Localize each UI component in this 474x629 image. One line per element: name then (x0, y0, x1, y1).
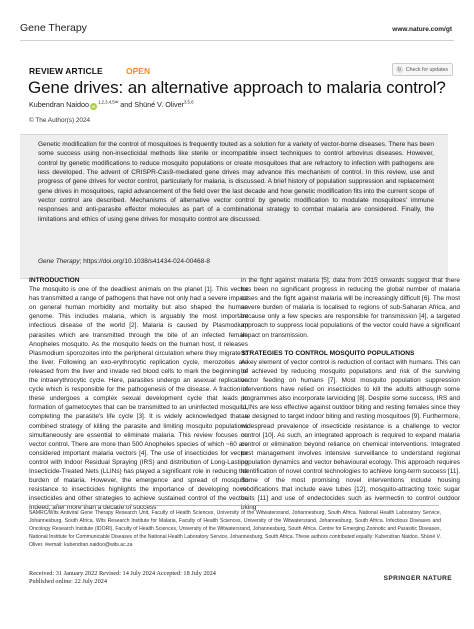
check-updates-label: Check for updates (405, 66, 448, 73)
received-dates: Received: 31 January 2022 Revised: 14 July 2024 Accepted: 18 July 2024 (29, 570, 216, 577)
refresh-icon: ↻ (397, 66, 402, 73)
article-citation (38, 258, 210, 265)
author-name[interactable]: Kubendran Naidoo (29, 100, 89, 109)
author-list (29, 100, 194, 110)
affiliations-footnote: SAMRC/Wits Antiviral Gene Therapy Research Unit, Faculty of Health Sciences, University of the Witwatersrand, Johannesburg, South Africa. National Health Laboratory Service, Johannesburg, South Africa. Wits Research Institute for Malaria, Faculty of Health Sciences, University of the Witwatersrand, Johannesburg, South Africa. Infectious Diseases and Oncology Research Institute (IDORI), Faculty of Health Sciences, University of the Witwatersrand, Johannesburg, South Africa. Centre for Emerging Zoonotic and Parasitic Diseases, National Institute for Communicable Diseases of the National Health Laboratory Service, Johannesburg, South Africa. These authors contributed equally: Kubendran Naidoo, Shüné V. Oliver. ✉email: kubendran.naidoo@wits.ac.za (29, 510, 441, 549)
orcid-icon[interactable]: iD (91, 104, 96, 109)
section-heading-introduction: INTRODUCTION (29, 277, 80, 284)
article-title: Gene drives: an alternative approach to malaria control? (28, 78, 446, 97)
copyright-notice: © The Author(s) 2024 (29, 117, 91, 124)
open-access-label: OPEN (126, 66, 151, 76)
abstract-text: Genetic modification for the control of mosquitoes is frequently touted as a solution for a variety of vector-borne diseases. There has been some success using non-insecticidal methods like sterile or incompatible insect techniques to control arbovirus diseases. However, control by genetic modifications to reduce mosquito populations or create mosquitoes that are refractory to infection with pathogens are less developed. The advent of CRISPR-Cas9-mediated gene drives may advance this mechanism of control. In this review, use and progress of gene drives for vector control, particularly for malaria, is discussed. A brief history of population suppression and replacement gene drives in mosquitoes, rapid advancement of the field over the last decade and how genetic modification fits into the current scope of vector control are described. Mechanisms of alternative vector control by genetic modification to modulate mosquitoes' immune responses and anti-parasite effector molecules as part of a combinational strategy to combat malaria are considered. Finally, the limitations and ethics of using gene drives for mosquito control are discussed. (38, 141, 434, 223)
article-type: REVIEW ARTICLE (29, 66, 103, 76)
author-conjunction: and (118, 100, 135, 109)
footnote-divider (29, 505, 439, 506)
journal-url[interactable]: www.nature.com/gt (392, 26, 452, 33)
paragraph-spacer (241, 340, 460, 349)
author-affiliations: 1,2,3,4,5✉ (97, 99, 119, 105)
section-heading-strategies: STRATEGIES TO CONTROL MOSQUITO POPULATIONS (241, 349, 415, 357)
journal-name: Gene Therapy (20, 22, 87, 34)
header-divider (20, 40, 454, 41)
citation-journal: Gene Therapy (38, 258, 80, 265)
check-for-updates-button[interactable] (392, 63, 453, 76)
body-paragraph: A key element of vector control is reduction of contact with humans. This can be achieved by reducing mosquito populations and risk of the surviving vector feeding on humans [7]. Most mosquito population suppression interventions have relied on insecticides to kill the adults although some programmes also incorporate larviciding [8]. Despite some success, IRS and LLINs are less effective against outdoor biting and resting females since they are designed to target indoor biting and resting mosquitoes [9]. Furthermore, widespread prevalence of insecticide resistance is a challenge to vector control [10]. As such, an integrated approach is required to expand malaria control or elimination beyond reliance on chemical interventions. Integrated pest management involves intensive surveillance to understand regional population dynamics and vector behavioural ecology. This approach requires identification of novel control technologies to achieve long-term success [11]. Some of the most promising novel interventions include housing modifications that include eave tubes [12], mosquito-attracting toxic sugar baits [11] and use of endectocides such as ivermectin to control outdoor biting (241, 358, 460, 512)
citation-doi[interactable]: ; https://doi.org/10.1038/s41434-024-00468-8 (79, 258, 211, 265)
published-date: Published online: 22 July 2024 (29, 578, 108, 586)
body-paragraph: The mosquito is one of the deadliest animals on the planet [1]. This vector has transmitted a range of pathogens that have not only had a severe impact on general human morbidity and mortality but also shaped the human genome. This includes malaria, which is arguably the most important infectious disease of the world [2]. Malaria is caused by Plasmodium parasites which are transmitted through the bite of an infected female Anopheles mosquito. As the mosquito feeds on the human host, it releases Plasmodium sporozoites into the peripheral circulation where they migrate to the liver. Following an exo-erythrocytic replication cycle, merozoites are released from the liver and invade red blood cells to mark the beginning of the intraerythrocytic cycle. Here, parasites undergo an asexual replication cycle which is responsible for the pathogenesis of the disease. A fraction of these undergoes a complex sexual development cycle that leads to formation of gametocytes that can be transmitted to an uninfected mosquito, completing the parasite's life cycle [3]. It is widely acknowledged that a combined strategy of killing the parasite and limiting mosquito populations simultaneously are essential to eliminate malaria. This review focuses on vector control. There are more than 500 Anopheles species of which ~60 are considered important malaria vectors [4]. The use of insecticides for vector control with Indoor Residual Spraying (IRS) and distribution of Long-Lasting Insecticide-Treated Nets (LLINs) has played a significant role in reducing the burden of malaria. However, the emergence and spread of mosquito resistance to insecticides highlights the importance of developing novel insecticides and other strategies to achieve sustained control of the vector. Indeed, after more than a decade of success (29, 286, 249, 512)
article-dates (29, 570, 216, 587)
body-column-right (241, 276, 460, 512)
publisher-logo: SPRINGER NATURE (383, 575, 452, 582)
author-affiliations: 3,5,6 (183, 99, 194, 105)
author-name[interactable]: Shüné V. Oliver (134, 100, 184, 109)
body-paragraph: in the fight against malaria [5], data from 2015 onwards suggest that there has been no significant progress in reducing the global number of malaria cases and the fight against malaria will be increasingly difficult [6]. The most severe burden of malaria is localised to regions of sub-Saharan Africa, and because only a few species are responsible for transmission [4], a targeted approach to suppress local populations of the vector could have a significant impact on transmission. (241, 277, 460, 339)
body-column-left (29, 276, 248, 512)
